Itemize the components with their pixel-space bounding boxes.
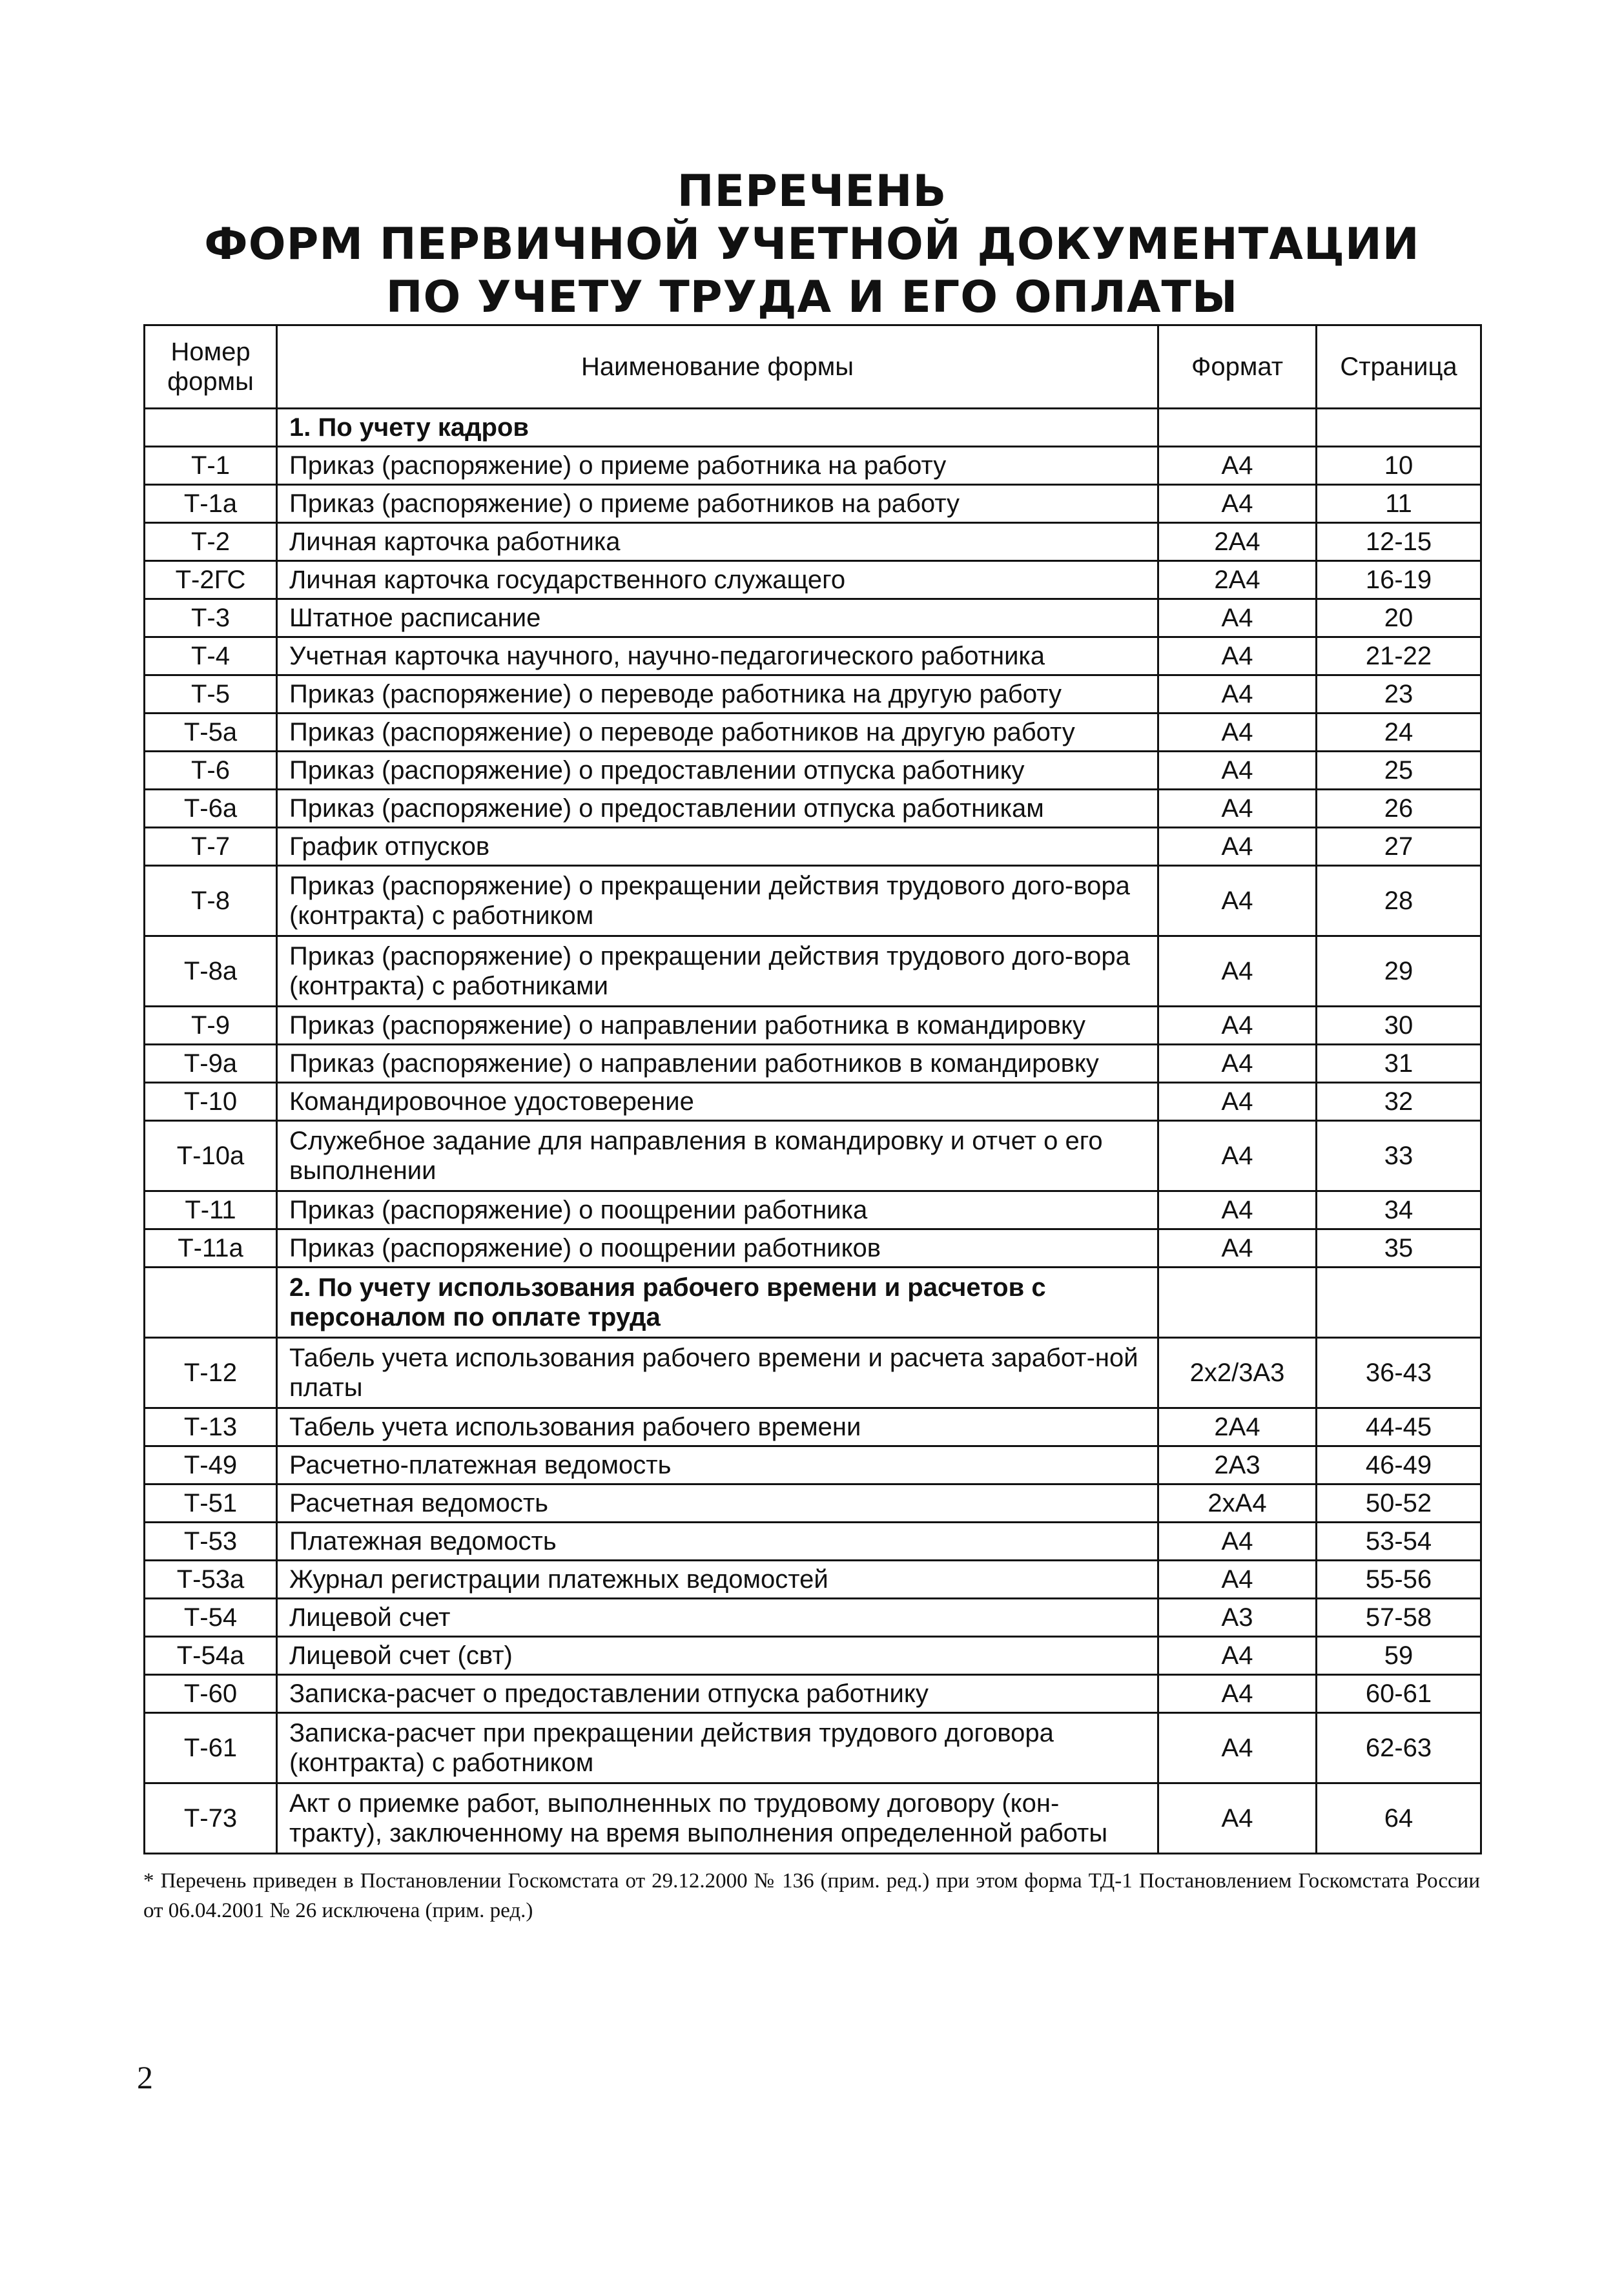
table-header-row [145,325,1481,409]
header-form-name: Наименование формы [277,325,1158,409]
title-line: ПО УЧЕТУ ТРУДА И ЕГО ОПЛАТЫ [385,272,1239,323]
form-number: Т-8 [145,866,277,936]
section-row [145,409,1481,447]
form-name: Служебное задание для направления в командировку и отчет о его выполнении [277,1121,1158,1191]
table-row [145,1191,1481,1229]
form-format: А4 [1158,1229,1317,1268]
form-name: Акт о приемке работ, выполненных по трудовому договору (кон-тракту), заключенному на время выполнения определенной работы [277,1783,1158,1854]
form-name: Журнал регистрации платежных ведомостей [277,1561,1158,1599]
form-page: 21-22 [1317,637,1481,675]
form-format: А3 [1158,1599,1317,1637]
form-name: Приказ (распоряжение) о переводе работника на другую работу [277,675,1158,714]
form-name: Штатное расписание [277,599,1158,637]
form-page: 53-54 [1317,1523,1481,1561]
form-page: 11 [1317,485,1481,523]
empty-cell [145,409,277,447]
form-name: Приказ (распоряжение) о прекращении действия трудового дого-вора (контракта) с работниками [277,936,1158,1007]
form-format: А4 [1158,1191,1317,1229]
table-row [145,1561,1481,1599]
form-number: Т-60 [145,1675,277,1713]
form-name: Лицевой счет [277,1599,1158,1637]
form-number: Т-13 [145,1408,277,1446]
table-row [145,1675,1481,1713]
form-name: Табель учета использования рабочего времени и расчета заработ-ной платы [277,1338,1158,1408]
table-row [145,1045,1481,1083]
form-name: Платежная ведомость [277,1523,1158,1561]
form-format: А4 [1158,485,1317,523]
form-number: Т-2 [145,523,277,561]
form-number: Т-9а [145,1045,277,1083]
form-page: 62-63 [1317,1713,1481,1783]
table-row [145,828,1481,866]
form-format: А4 [1158,1045,1317,1083]
form-number: Т-10а [145,1121,277,1191]
forms-table [143,324,1482,1854]
header-page: Страница [1317,325,1481,409]
form-page: 32 [1317,1083,1481,1121]
form-format: А4 [1158,1083,1317,1121]
form-page: 57-58 [1317,1599,1481,1637]
form-number: Т-49 [145,1446,277,1484]
form-format: А4 [1158,1783,1317,1854]
form-number: Т-12 [145,1338,277,1408]
table-row [145,1713,1481,1783]
table-row [145,936,1481,1007]
table-row [145,1121,1481,1191]
form-page: 27 [1317,828,1481,866]
form-format: А4 [1158,1713,1317,1783]
table-row [145,523,1481,561]
form-page: 64 [1317,1783,1481,1854]
form-page: 25 [1317,752,1481,790]
page-number: 2 [137,2059,153,2095]
form-number: Т-73 [145,1783,277,1854]
form-name: Расчетная ведомость [277,1484,1158,1523]
table-row [145,752,1481,790]
form-format: 2А4 [1158,1408,1317,1446]
form-name: Приказ (распоряжение) о предоставлении отпуска работнику [277,752,1158,790]
table-row [145,1083,1481,1121]
form-format: 2А3 [1158,1446,1317,1484]
form-name: Расчетно-платежная ведомость [277,1446,1158,1484]
table-row [145,1484,1481,1523]
form-format: А4 [1158,1561,1317,1599]
form-page: 31 [1317,1045,1481,1083]
form-number: Т-1а [145,485,277,523]
table-row [145,790,1481,828]
form-page: 30 [1317,1007,1481,1045]
form-name: Приказ (распоряжение) о прекращении действия трудового дого-вора (контракта) с работником [277,866,1158,936]
table-row [145,637,1481,675]
empty-cell [1158,409,1317,447]
form-format: 2А4 [1158,561,1317,599]
form-page: 26 [1317,790,1481,828]
form-name: Учетная карточка научного, научно-педагогического работника [277,637,1158,675]
section-title: 1. По учету кадров [277,409,1158,447]
form-format: 2хА4 [1158,1484,1317,1523]
table-row [145,561,1481,599]
form-name: Приказ (распоряжение) о направлении работника в командировку [277,1007,1158,1045]
table-row [145,1783,1481,1854]
document-title [0,165,1624,324]
form-name: Приказ (распоряжение) о направлении работников в командировку [277,1045,1158,1083]
form-number: Т-53 [145,1523,277,1561]
form-number: Т-9 [145,1007,277,1045]
form-number: Т-54а [145,1637,277,1675]
form-number: Т-51 [145,1484,277,1523]
form-number: Т-11а [145,1229,277,1268]
empty-cell [145,1268,277,1338]
form-format: А4 [1158,1007,1317,1045]
form-number: Т-7 [145,828,277,866]
table-row [145,447,1481,485]
form-format: А4 [1158,752,1317,790]
title-line: ФОРМ ПЕРВИЧНОЙ УЧЕТНОЙ ДОКУМЕНТАЦИИ [204,219,1420,270]
form-name: Командировочное удостоверение [277,1083,1158,1121]
form-format: А4 [1158,828,1317,866]
form-name: Приказ (распоряжение) о приеме работников на работу [277,485,1158,523]
form-format: А4 [1158,714,1317,752]
table-row [145,1637,1481,1675]
section-row [145,1268,1481,1338]
form-name: Приказ (распоряжение) о предоставлении отпуска работникам [277,790,1158,828]
form-number: Т-6а [145,790,277,828]
form-name: Приказ (распоряжение) о поощрении работника [277,1191,1158,1229]
form-format: 2х2/3А3 [1158,1338,1317,1408]
form-page: 50-52 [1317,1484,1481,1523]
form-name: Приказ (распоряжение) о поощрении работников [277,1229,1158,1268]
table-row [145,1408,1481,1446]
form-page: 12-15 [1317,523,1481,561]
table-row [145,1446,1481,1484]
empty-cell [1158,1268,1317,1338]
form-page: 44-45 [1317,1408,1481,1446]
form-page: 36-43 [1317,1338,1481,1408]
form-number: Т-5 [145,675,277,714]
form-name: График отпусков [277,828,1158,866]
form-name: Табель учета использования рабочего времени [277,1408,1158,1446]
form-page: 10 [1317,447,1481,485]
table-row [145,675,1481,714]
form-name: Записка-расчет при прекращении действия трудового договора (контракта) с работником [277,1713,1158,1783]
empty-cell [1317,409,1481,447]
form-name: Лицевой счет (свт) [277,1637,1158,1675]
table-row [145,714,1481,752]
footnote: * Перечень приведен в Постановлении Госкомстата от 29.12.2000 № 136 (прим. ред.) при этом форма ТД-1 Постановлением Госкомстата России от 06.04.2001 № 26 исключена (прим. ред.) [143,1869,1480,1922]
form-format: А4 [1158,1675,1317,1713]
form-format: А4 [1158,1121,1317,1191]
form-number: Т-61 [145,1713,277,1783]
form-page: 16-19 [1317,561,1481,599]
form-format: А4 [1158,1523,1317,1561]
form-format: А4 [1158,936,1317,1007]
form-name: Записка-расчет о предоставлении отпуска работнику [277,1675,1158,1713]
form-name: Личная карточка работника [277,523,1158,561]
form-page: 29 [1317,936,1481,1007]
form-number: Т-54 [145,1599,277,1637]
table-row [145,1007,1481,1045]
form-format: А4 [1158,447,1317,485]
form-format: 2А4 [1158,523,1317,561]
form-number: Т-6 [145,752,277,790]
table-row [145,1338,1481,1408]
form-page: 59 [1317,1637,1481,1675]
form-format: А4 [1158,1637,1317,1675]
section-title: 2. По учету использования рабочего времени и расчетов с персоналом по оплате труда [277,1268,1158,1338]
form-number: Т-4 [145,637,277,675]
form-format: А4 [1158,675,1317,714]
form-number: Т-10 [145,1083,277,1121]
header-form-number: Номер формы [145,325,277,409]
form-name: Приказ (распоряжение) о приеме работника на работу [277,447,1158,485]
form-page: 46-49 [1317,1446,1481,1484]
form-number: Т-5а [145,714,277,752]
table-row [145,1523,1481,1561]
form-format: А4 [1158,637,1317,675]
form-page: 60-61 [1317,1675,1481,1713]
form-page: 28 [1317,866,1481,936]
form-page: 55-56 [1317,1561,1481,1599]
form-number: Т-1 [145,447,277,485]
form-page: 34 [1317,1191,1481,1229]
form-format: А4 [1158,790,1317,828]
form-format: А4 [1158,599,1317,637]
table-body [145,409,1481,1854]
form-page: 24 [1317,714,1481,752]
form-page: 23 [1317,675,1481,714]
form-page: 33 [1317,1121,1481,1191]
form-number: Т-3 [145,599,277,637]
title-line: ПЕРЕЧЕНЬ [677,166,947,217]
form-page: 35 [1317,1229,1481,1268]
table-row [145,866,1481,936]
table-row [145,485,1481,523]
form-number: Т-8а [145,936,277,1007]
table-row [145,1229,1481,1268]
form-name: Личная карточка государственного служащего [277,561,1158,599]
form-format: А4 [1158,866,1317,936]
form-page: 20 [1317,599,1481,637]
form-name: Приказ (распоряжение) о переводе работников на другую работу [277,714,1158,752]
table-row [145,599,1481,637]
empty-cell [1317,1268,1481,1338]
table-row [145,1599,1481,1637]
header-format: Формат [1158,325,1317,409]
form-number: Т-11 [145,1191,277,1229]
form-number: Т-53а [145,1561,277,1599]
form-number: Т-2ГС [145,561,277,599]
